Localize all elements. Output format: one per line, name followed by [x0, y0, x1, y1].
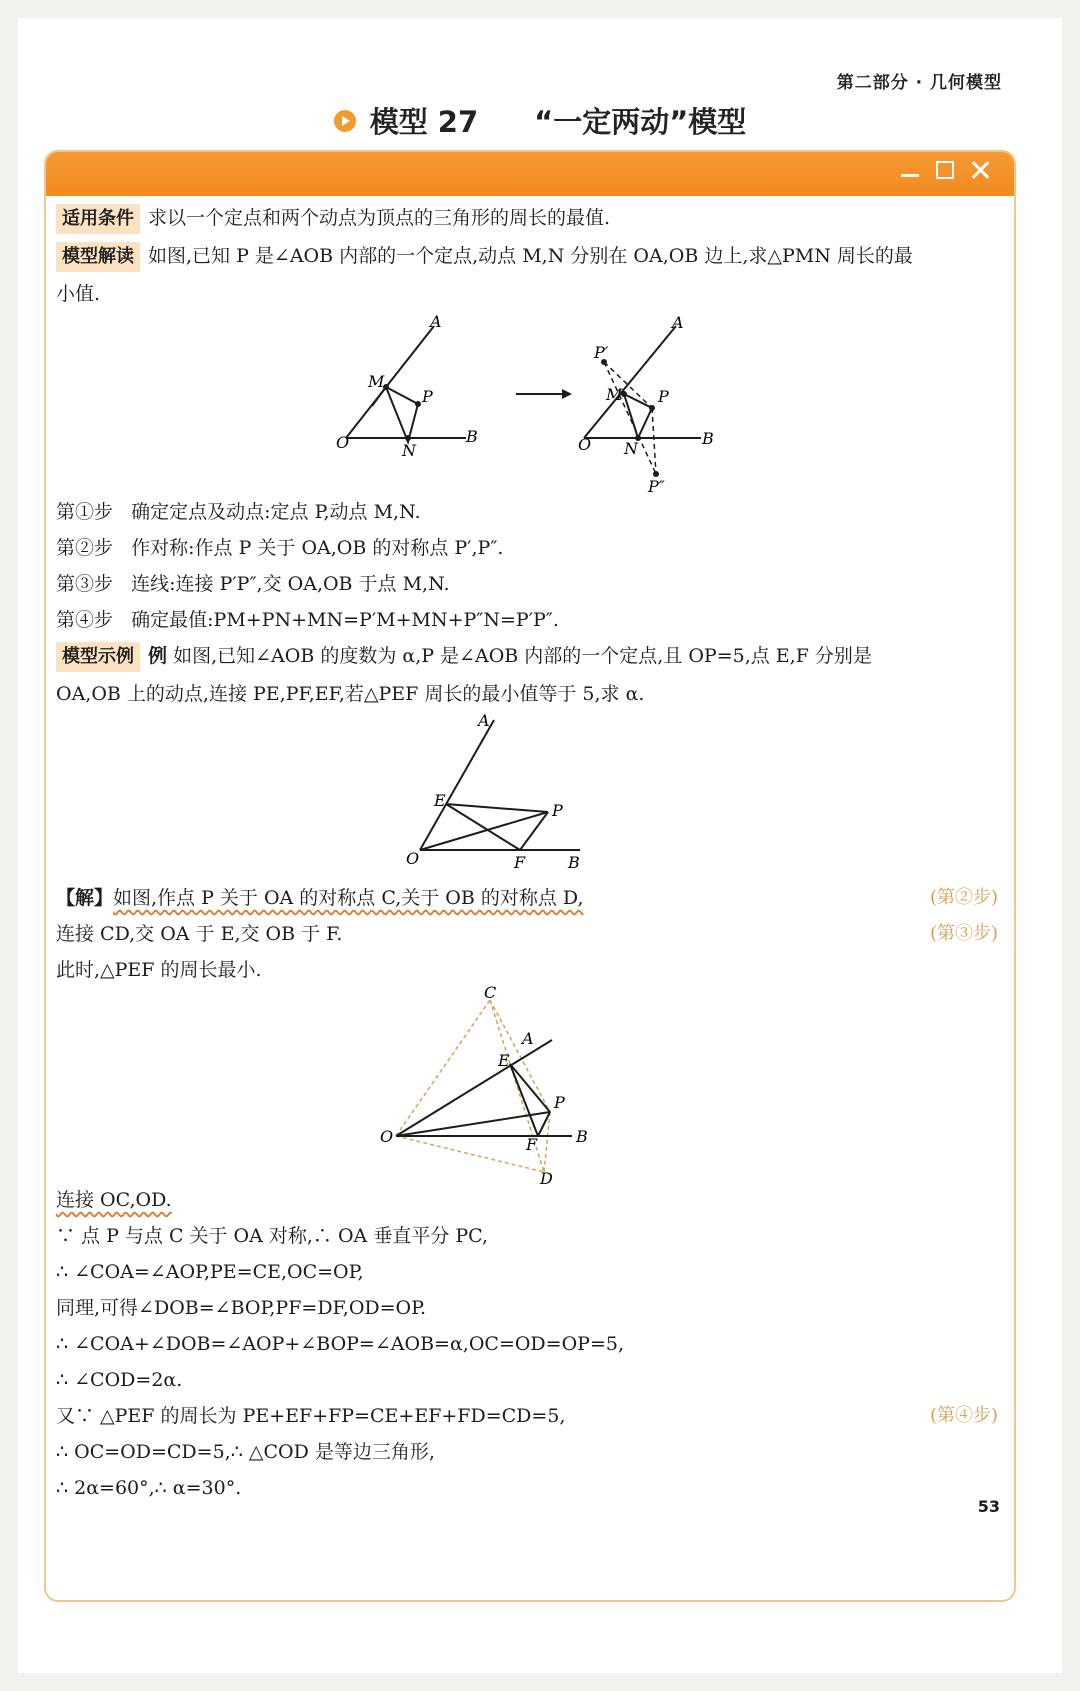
step-1 [56, 494, 1002, 530]
label-b-left: B [466, 427, 478, 446]
model-window [44, 150, 1016, 1602]
label-a: A [478, 711, 490, 730]
step-note-2: (第②步) [929, 887, 998, 908]
label-o-right: O [578, 435, 592, 454]
proof-line-3: ∴ ∠COA=∠AOP,PE=CE,OC=OP, [56, 1261, 364, 1283]
proof-line-2: ∵ 点 P 与点 C 关于 OA 对称,∴ OA 垂直平分 PC, [56, 1225, 489, 1247]
label-p1-right: P′ [594, 343, 609, 362]
label-a-left: A [430, 314, 442, 331]
proof-line-8: ∴ OC=OD=CD=5,∴ △COD 是等边三角形, [56, 1441, 435, 1463]
window-controls [900, 160, 990, 180]
label-p-right: P [658, 387, 669, 406]
step-text: 确定最值:PM+PN+MN=P′M+MN+P″N=P′P″. [131, 609, 559, 631]
model-name: “一定两动”模型 [534, 105, 747, 139]
step-note-3: (第③步) [929, 923, 998, 944]
step-3 [56, 566, 1002, 602]
label-p2-right: P″ [648, 477, 665, 494]
label-m-left: M [368, 372, 385, 391]
label-f: F [514, 853, 526, 872]
solution-line2-row [56, 916, 1002, 952]
arrow-icon [516, 389, 572, 399]
proof-line-5: ∴ ∠COA+∠DOB=∠AOP+∠BOP=∠AOB=α,OC=OD=OP=5, [56, 1333, 624, 1355]
proof-line-1: 连接 OC,OD. [56, 1189, 172, 1211]
conditions-tag: 适用条件 [56, 204, 140, 234]
page-number: 53 [977, 1497, 1000, 1516]
proof-line-7-row [56, 1398, 1002, 1434]
step-label: 第①步 [56, 501, 114, 523]
play-bullet-icon [334, 110, 356, 132]
label-f: F [526, 1135, 538, 1154]
triangle-pmn-left [386, 387, 418, 442]
label-b: B [568, 853, 580, 872]
maximize-icon[interactable] [936, 161, 954, 179]
interpretation-row [56, 238, 1002, 274]
interpretation-line2: 小值. [56, 283, 101, 305]
model-title [0, 100, 1080, 141]
step-label: 第③步 [56, 573, 114, 595]
label-n-left: N [402, 441, 416, 460]
example-line1: 如图,已知∠AOB 的度数为 α,P 是∠AOB 内部的一个定点,且 OP=5,点 E,F 分别是 [173, 645, 872, 667]
label-b-right: B [702, 429, 714, 448]
step-label: 第④步 [56, 609, 114, 631]
example-lead: 例 [148, 645, 168, 667]
label-n-right: N [624, 439, 638, 458]
step-2 [56, 530, 1002, 566]
ray-oa-left [346, 326, 434, 438]
example-tag: 模型示例 [56, 642, 140, 672]
label-a-right: A [672, 314, 684, 332]
proof-line-6: ∴ ∠COD=2α. [56, 1369, 183, 1391]
conditions-text: 求以一个定点和两个动点为顶点的三角形的周长的最值. [148, 207, 611, 229]
step-text: 连线:连接 P′P″,交 OA,OB 于点 M,N. [131, 573, 450, 595]
close-icon[interactable] [970, 160, 990, 180]
label-o-left: O [336, 433, 350, 452]
label-c: C [484, 986, 497, 1002]
label-e: E [434, 791, 446, 810]
label-m-right: M [606, 385, 623, 404]
model-number: 模型 27 [369, 105, 479, 139]
conditions-row [56, 200, 1002, 236]
label-o: O [406, 849, 420, 868]
solution-line2: 连接 CD,交 OA 于 E,交 OB 于 F. [56, 923, 343, 945]
step-text: 作对称:作点 P 关于 OA,OB 的对称点 P′,P″. [131, 537, 504, 559]
label-o: O [380, 1127, 394, 1146]
step-note-4: (第④步) [929, 1405, 998, 1426]
label-b: B [576, 1127, 588, 1146]
label-d: D [540, 1169, 553, 1186]
figure-model-construction [316, 314, 756, 494]
solution-line1-row [56, 880, 1002, 916]
figure-example [396, 708, 616, 878]
section-label: 第二部分 · 几何模型 [836, 73, 1002, 93]
proof-line-7: 又∵ △PEF 的周长为 PE+EF+FP=CE+EF+FD=CD=5, [56, 1405, 566, 1427]
window-titlebar [46, 152, 1014, 196]
proof-line-4: 同理,可得∠DOB=∠BOP,PF=DF,OD=OP. [56, 1297, 427, 1319]
example-row [56, 638, 1002, 674]
point-p-left [415, 401, 421, 407]
figure-solution [376, 986, 616, 1186]
label-p: P [552, 801, 563, 820]
solution-line1: 如图,作点 P 关于 OA 的对称点 C,关于 OB 的对称点 D, [113, 887, 584, 909]
step-4 [56, 602, 1002, 638]
label-a: A [522, 1029, 534, 1048]
proof-line-9: ∴ 2α=60°,∴ α=30°. [56, 1477, 242, 1499]
triangle-pmn-right [624, 394, 652, 438]
interpretation-tag: 模型解读 [56, 242, 140, 272]
solution-line3: 此时,△PEF 的周长最小. [56, 959, 262, 981]
label-e: E [498, 1051, 510, 1070]
minimize-icon[interactable] [900, 160, 920, 180]
solution-lead: 【解】 [56, 887, 114, 909]
interpretation-line1: 如图,已知 P 是∠AOB 内部的一个定点,动点 M,N 分别在 OA,OB 边上,求△PMN 周长的最 [148, 245, 913, 267]
step-label: 第②步 [56, 537, 114, 559]
example-line2: OA,OB 上的动点,连接 PE,PF,EF,若△PEF 周长的最小值等于 5,求 α. [56, 683, 645, 705]
step-text: 确定定点及动点:定点 P,动点 M,N. [131, 501, 421, 523]
label-p-left: P [422, 387, 433, 406]
label-p: P [554, 1093, 565, 1112]
